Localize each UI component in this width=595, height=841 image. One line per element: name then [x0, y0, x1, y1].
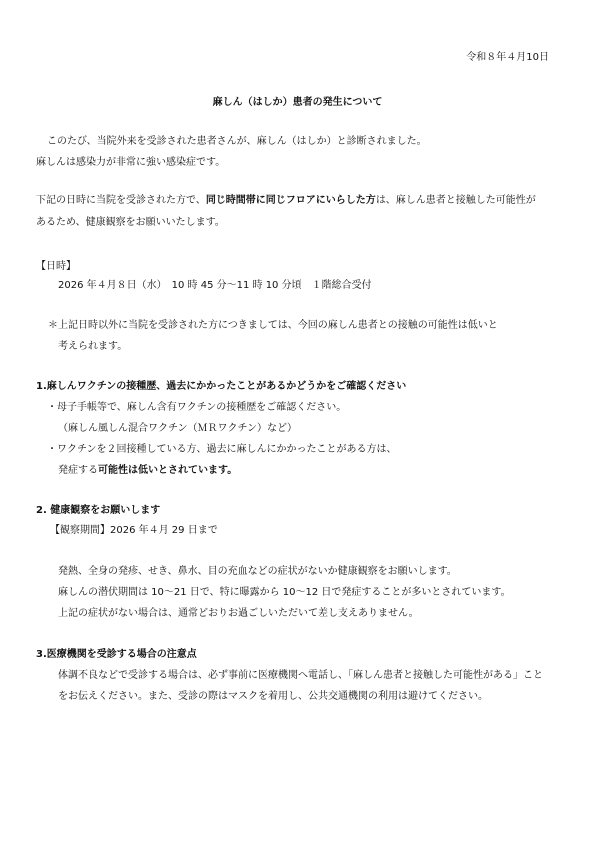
section1-last-text: 発症する: [58, 465, 98, 476]
datetime-value: 2026 年４月８日（水） 10 時 45 分～11 時 10 分頃 １階総合受付: [58, 280, 372, 291]
section1-line-3: ・ワクチンを２回接種している方、過去に麻しんにかかったことがある方は、: [47, 444, 397, 455]
section3-heading: 3.医療機関を受診する場合の注意点: [36, 649, 197, 660]
datetime-heading: 【日時】: [36, 261, 76, 272]
section3-line-1: 体調不良などで受診する場合は、必ず事前に医療機関へ電話し、「麻しん患者と接触した可能性がある」こと: [58, 670, 543, 681]
exposure-text-after: は、麻しん患者と接触した可能性が: [375, 195, 536, 206]
intro-line-2: 麻しんは感染力が非常に強い感染症です。: [36, 157, 226, 168]
exposure-text-before: 下記の日時に当院を受診された方で、: [36, 195, 206, 206]
section2-line-3: 上記の症状がない場合は、通常どおりお過ごしいただいて差し支えありません。: [58, 608, 419, 619]
section1-heading: 1.麻しんワクチンの接種歴、過去にかかったことがあるかどうかをご確認ください: [36, 381, 407, 392]
section2-line-2: 麻しんの潜伏期間は 10～21 日で、特に曝露から 10～12 日で発症することが多いとされています。: [58, 587, 511, 598]
section2-period: 【観察期間】2026 年４月 29 日まで: [50, 525, 218, 536]
exposure-text-bold: 同じ時間帯に同じフロアにいらした方: [205, 195, 376, 206]
section2-heading: 2. 健康観察をお願いします: [36, 505, 161, 516]
notice-date: 令和８年４月10日: [466, 52, 549, 63]
section3-line-2: をお伝えください。また、受診の際はマスクを着用し、公共交通機関の利用は避けてください。: [58, 691, 488, 702]
section1-last-bold: 可能性は低いとされています。: [98, 465, 238, 476]
exposure-line-1: [36, 194, 536, 208]
section1-line-1: ・母子手帳等で、麻しん含有ワクチンの接種歴をご確認ください。: [47, 402, 347, 413]
intro-line-1: このたび、当院外来を受診された患者さんが、麻しん（はしか）と診断されました。: [47, 136, 427, 147]
exposure-line-2: あるため、健康観察をお願いいたします。: [36, 217, 225, 228]
note-line-1: ＊上記日時以外に当院を受診された方につきましては、今回の麻しん患者との接触の可能性は低いと: [48, 320, 498, 331]
section2-line-1: 発熱、全身の発疹、せき、鼻水、目の充血などの症状がないか健康観察をお願いします。: [58, 566, 457, 577]
note-line-2: 考えられます。: [58, 341, 128, 352]
section1-line-4: [58, 464, 237, 478]
page-title: 麻しん（はしか）患者の発生について: [212, 97, 383, 108]
section1-line-2: （麻しん風しん混合ワクチン（ＭＲワクチン）など）: [58, 423, 297, 434]
